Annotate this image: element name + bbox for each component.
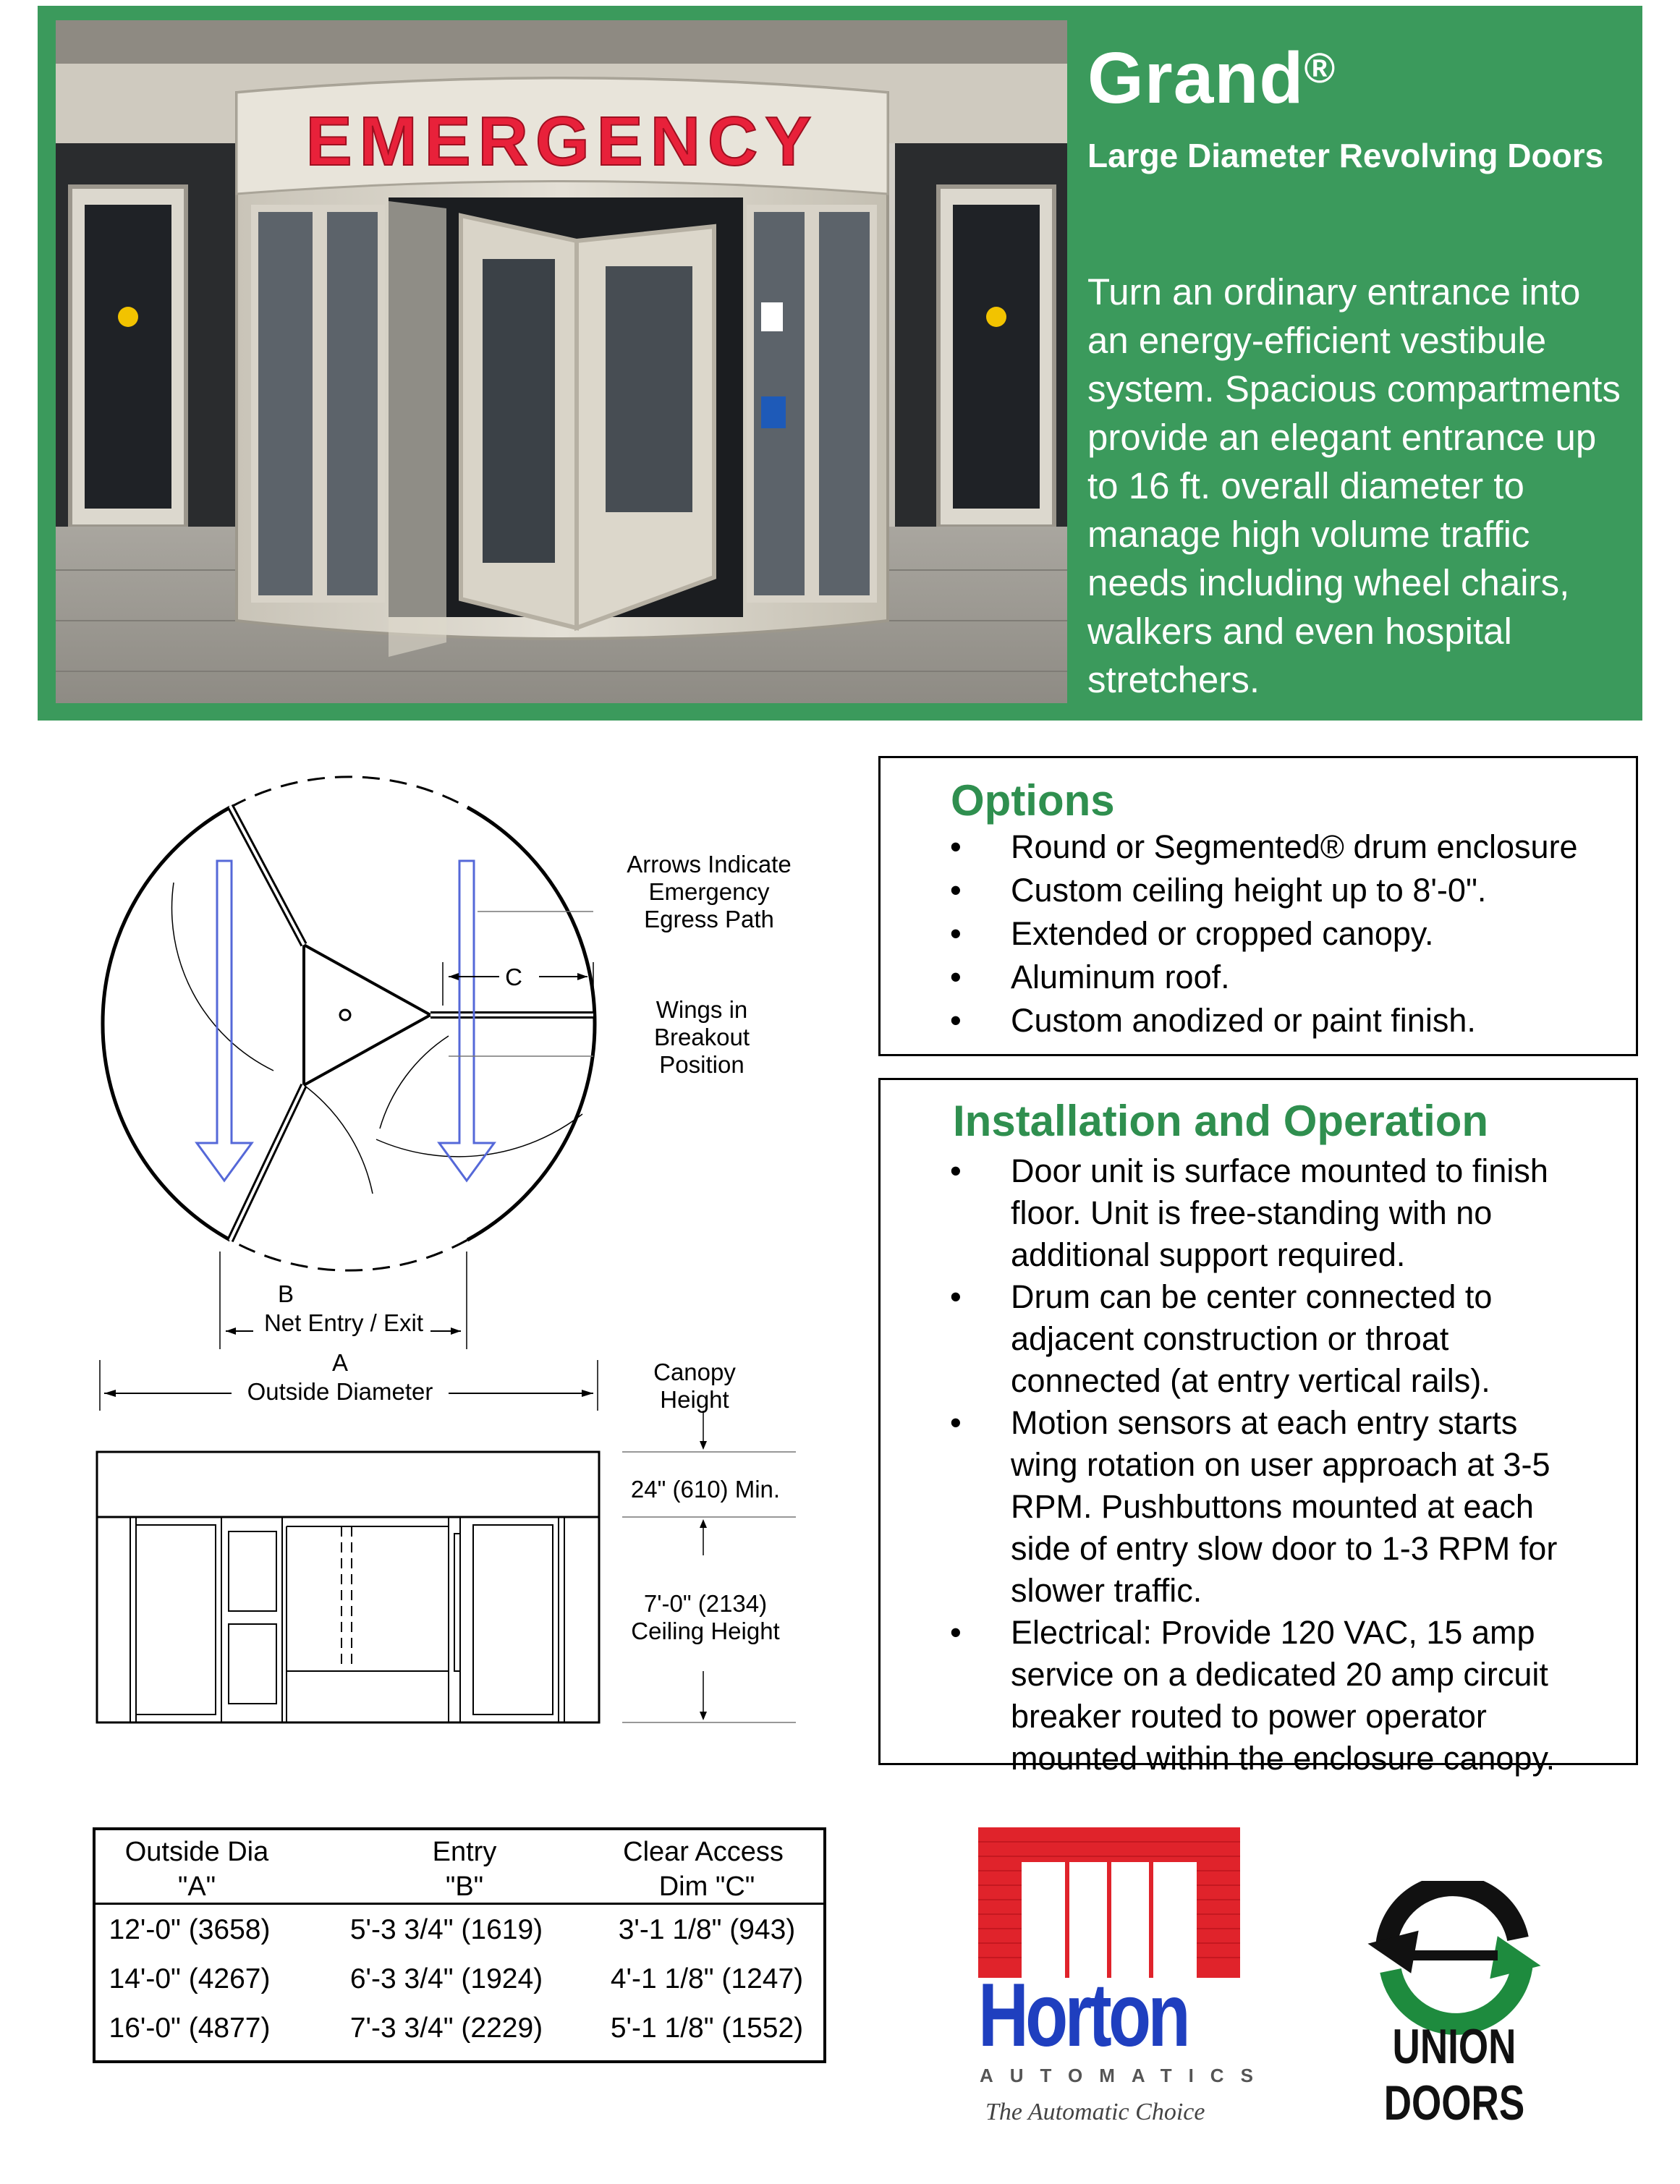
list-item: • Extended or cropped canopy. (953, 912, 1636, 956)
table-cell: 4'-1 1/8" (1247) (610, 1963, 804, 1994)
egress-path-label: Arrows Indicate Emergency Egress Path (627, 851, 792, 932)
canopy-min-label: 24" (610) Min. (630, 1476, 781, 1503)
horton-tagline: The Automatic Choice (985, 2099, 1205, 2125)
list-item: • Motion sensors at each entry starts wing rotation on user approach at 3-5 RPM. Pushbuttons mounted at each side of entry slow door to 1-3 RPM for slower traffic. (953, 1402, 1575, 1612)
union-doors-wordmark: UNION DOORS (1383, 2019, 1525, 2130)
table-header-entry: Entry "B" (432, 1837, 497, 1902)
list-item: • Custom anodized or paint finish. (953, 999, 1636, 1042)
ceiling-height-label: 7'-0" (2134) Ceiling Height (631, 1590, 780, 1644)
table-cell: 5'-3 3/4" (1619) (349, 1914, 543, 1945)
list-item: • Electrical: Provide 120 VAC, 15 amp service on a dedicated 20 amp circuit breaker routed to power operator mounted within the enclosure canopy. (953, 1612, 1575, 1780)
table-cell: 3'-1 1/8" (943) (618, 1914, 796, 1945)
revolving-door-photo-illustration (56, 20, 1067, 703)
entrance-photo (56, 20, 1067, 703)
union-doors-logo-mark (1346, 1881, 1563, 2040)
table-header-outside-dia: Outside Dia "A" (124, 1837, 269, 1902)
installation-heading: Installation and Operation (953, 1097, 1489, 1145)
canopy-height-label: Canopy Height (653, 1359, 736, 1413)
horton-automatics: AUTOMATICS (980, 2065, 1270, 2086)
options-heading: Options (951, 776, 1115, 825)
dimension-b-label: B (277, 1280, 294, 1307)
horton-logo (978, 1827, 1270, 2131)
table-cell: 14'-0" (4267) (109, 1963, 271, 1994)
list-item: • Aluminum roof. (953, 956, 1636, 999)
table-cell: 12'-0" (3658) (109, 1914, 271, 1945)
table-cell: 7'-3 3/4" (2229) (349, 2013, 543, 2044)
product-description: Turn an ordinary entrance into an energy-efficient vestibule system. Spacious compartments provide an elegant entrance up to 16 ft. overall diameter to manage high volume traffic needs including wheel chairs, walkers and even hospital stretchers. (1087, 271, 1621, 700)
wings-breakout-label: Wings in Breakout Position (653, 996, 750, 1078)
net-entry-exit-label: Net Entry / Exit (257, 1309, 430, 1337)
installation-list (953, 1150, 1575, 1780)
dimension-a-label: A (331, 1349, 348, 1376)
size-table (93, 1827, 826, 2063)
product-subtitle: Large Diameter Revolving Doors (1087, 137, 1604, 174)
table-cell: 16'-0" (4877) (109, 2013, 271, 2044)
installation-box (878, 1078, 1638, 1777)
table-header-clear-access: Clear Access Dim "C" (623, 1837, 784, 1902)
product-title: Grand® (1087, 38, 1336, 119)
outside-diameter-label: Outside Diameter (232, 1378, 449, 1406)
union-doors-logo (1346, 1881, 1563, 2130)
title-block (1087, 38, 1623, 175)
list-item: • Custom ceiling height up to 8'-0". (953, 869, 1636, 912)
list-item: • Door unit is surface mounted to finish floor. Unit is free-standing with no additional support required. (953, 1150, 1575, 1276)
list-item: • Round or Segmented® drum enclosure (953, 825, 1636, 869)
emergency-sign: EMERGENCY (305, 103, 819, 180)
table-cell: 6'-3 3/4" (1924) (349, 1963, 543, 1994)
options-list (953, 825, 1636, 1042)
table-cell: 5'-1 1/8" (1552) (610, 2013, 804, 2044)
dimension-c-label: C (505, 964, 522, 990)
list-item: • Drum can be center connected to adjacent construction or throat connected (at entry vertical rails). (953, 1276, 1575, 1402)
options-box (878, 756, 1638, 1056)
registered-mark: ® (1304, 45, 1336, 92)
horton-wordmark: Horton (978, 1966, 1187, 2065)
